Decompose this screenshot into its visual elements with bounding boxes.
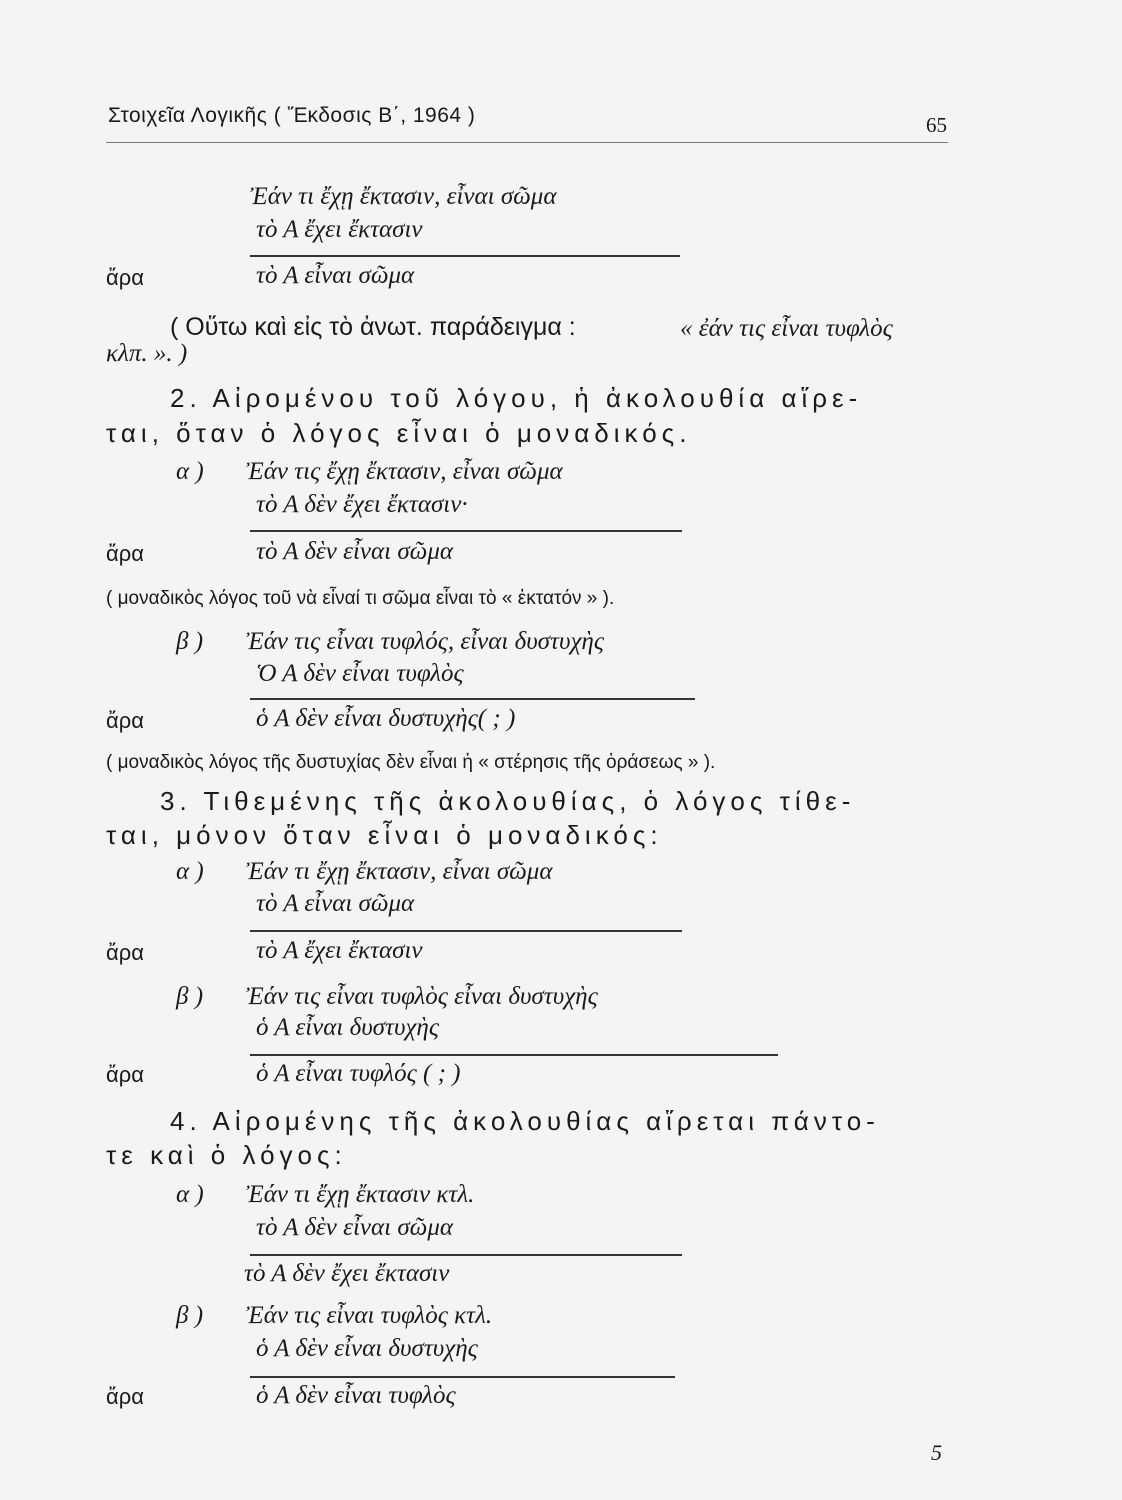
rule3-a-premise1: Ἐάν τι ἔχῃ ἔκτασιν, εἶναι σῶμα bbox=[246, 858, 553, 885]
rule2-a-premise1: Ἐάν τις ἔχῃ ἔκτασιν, εἶναι σῶμα bbox=[246, 458, 563, 485]
rule4-b-conclusion: ὁ Α δὲν εἶναι τυφλὸς bbox=[256, 1382, 456, 1409]
rule4-a-premise1: Ἐάν τι ἔχῃ ἔκτασιν κτλ. bbox=[246, 1181, 475, 1208]
rule3-b-label: β ) bbox=[176, 983, 204, 1010]
rule4-a-label: α ) bbox=[176, 1181, 204, 1208]
rule2-b-divider bbox=[250, 698, 695, 700]
signature-mark: 5 bbox=[931, 1440, 942, 1465]
page-number: 65 bbox=[926, 113, 947, 137]
rule2-line2: ται, ὅταν ὁ λόγος εἶναι ὁ μοναδικός. bbox=[106, 418, 692, 448]
rule2-b-note: ( μοναδικὸς λόγος τῆς δυστυχίας δὲν εἶναι ἡ « στέρησις τῆς ὁράσεως » ). bbox=[106, 752, 716, 773]
rule3-a-divider bbox=[250, 930, 682, 932]
rule3-b-ara: ἄρα bbox=[106, 1062, 144, 1087]
rule4-line1: 4. Αἰρομένης τῆς ἀκολουθίας αἵρεται πάντο- bbox=[170, 1106, 880, 1136]
rule2-a-ara: ἄρα bbox=[106, 541, 144, 566]
rule2-b-premise1: Ἐάν τις εἶναι τυφλός, εἶναι δυστυχὴς bbox=[246, 628, 604, 655]
rule3-line2: ται, μόνον ὅταν εἶναι ὁ μοναδικός: bbox=[106, 820, 663, 850]
rule3-b-conclusion: ὁ Α εἶναι τυφλός ( ; ) bbox=[256, 1060, 461, 1087]
rule4-b-premise1: Ἐάν τις εἶναι τυφλὸς κτλ. bbox=[246, 1302, 493, 1329]
rule2-a-label: α ) bbox=[176, 458, 204, 485]
header-rule bbox=[106, 142, 948, 143]
note1-line2: κλπ. ». ) bbox=[106, 340, 188, 367]
rule4-a-divider bbox=[250, 1254, 682, 1256]
ex1-ara: ἄρα bbox=[106, 265, 144, 290]
rule4-b-divider bbox=[250, 1376, 675, 1378]
rule3-b-premise2: ὁ Α εἶναι δυστυχὴς bbox=[256, 1014, 439, 1041]
rule4-a-premise2: τὸ Α δὲν εἶναι σῶμα bbox=[256, 1214, 453, 1241]
rule3-a-conclusion: τὸ Α ἔχει ἔκτασιν bbox=[256, 937, 423, 964]
note1-line1-upright: ( Οὕτω καὶ εἰς τὸ ἀνωτ. παράδειγμα : bbox=[170, 313, 576, 341]
rule2-b-label: β ) bbox=[176, 628, 204, 655]
rule2-a-note: ( μοναδικὸς λόγος τοῦ νὰ εἶναί τι σῶμα εἶναι τὸ « ἐκτατόν » ). bbox=[106, 588, 615, 609]
ex1-premise2: τὸ Α ἔχει ἔκτασιν bbox=[256, 216, 423, 243]
rule2-line1: 2. Αἰρομένου τοῦ λόγου, ἡ ἀκολουθία αἵρε- bbox=[170, 383, 863, 413]
rule2-a-divider bbox=[250, 530, 682, 532]
rule2-a-premise2: τὸ Α δὲν ἔχει ἔκτασιν· bbox=[256, 491, 468, 518]
rule3-a-premise2: τὸ Α εἶναι σῶμα bbox=[256, 890, 415, 917]
ex1-divider bbox=[250, 255, 680, 257]
note1-line1-italic: « ἐάν τις εἶναι τυφλὸς bbox=[680, 315, 893, 342]
ex1-conclusion: τὸ Α εἶναι σῶμα bbox=[256, 262, 415, 289]
rule3-a-ara: ἄρα bbox=[106, 940, 144, 965]
rule4-line2: τε καὶ ὁ λόγος: bbox=[106, 1140, 347, 1170]
rule2-b-premise2: Ὁ Α δὲν εἶναι τυφλὸς bbox=[256, 660, 464, 687]
rule2-a-conclusion: τὸ Α δὲν εἶναι σῶμα bbox=[256, 538, 453, 565]
rule3-line1: 3. Τιθεμένης τῆς ἀκολουθίας, ὁ λόγος τίθε- bbox=[160, 786, 856, 816]
rule4-b-premise2: ὁ Α δὲν εἶναι δυστυχὴς bbox=[256, 1335, 478, 1362]
ex1-premise1: Ἐάν τι ἔχῃ ἔκτασιν, εἶναι σῶμα bbox=[250, 183, 557, 210]
rule2-b-conclusion: ὁ Α δὲν εἶναι δυστυχὴς( ; ) bbox=[256, 705, 516, 732]
rule3-b-divider bbox=[250, 1054, 778, 1056]
rule4-b-ara: ἄρα bbox=[106, 1384, 144, 1409]
rule4-a-conclusion: τὸ Α δὲν ἔχει ἔκτασιν bbox=[244, 1260, 450, 1287]
rule3-a-label: α ) bbox=[176, 858, 204, 885]
rule3-b-premise1: Ἐάν τις εἶναι τυφλὸς εἶναι δυστυχὴς bbox=[246, 983, 598, 1010]
running-header: Στοιχεῖα Λογικῆς ( Ἔκδοσις Β΄, 1964 ) bbox=[108, 104, 476, 127]
rule4-b-label: β ) bbox=[176, 1302, 204, 1329]
rule2-b-ara: ἄρα bbox=[106, 708, 144, 733]
